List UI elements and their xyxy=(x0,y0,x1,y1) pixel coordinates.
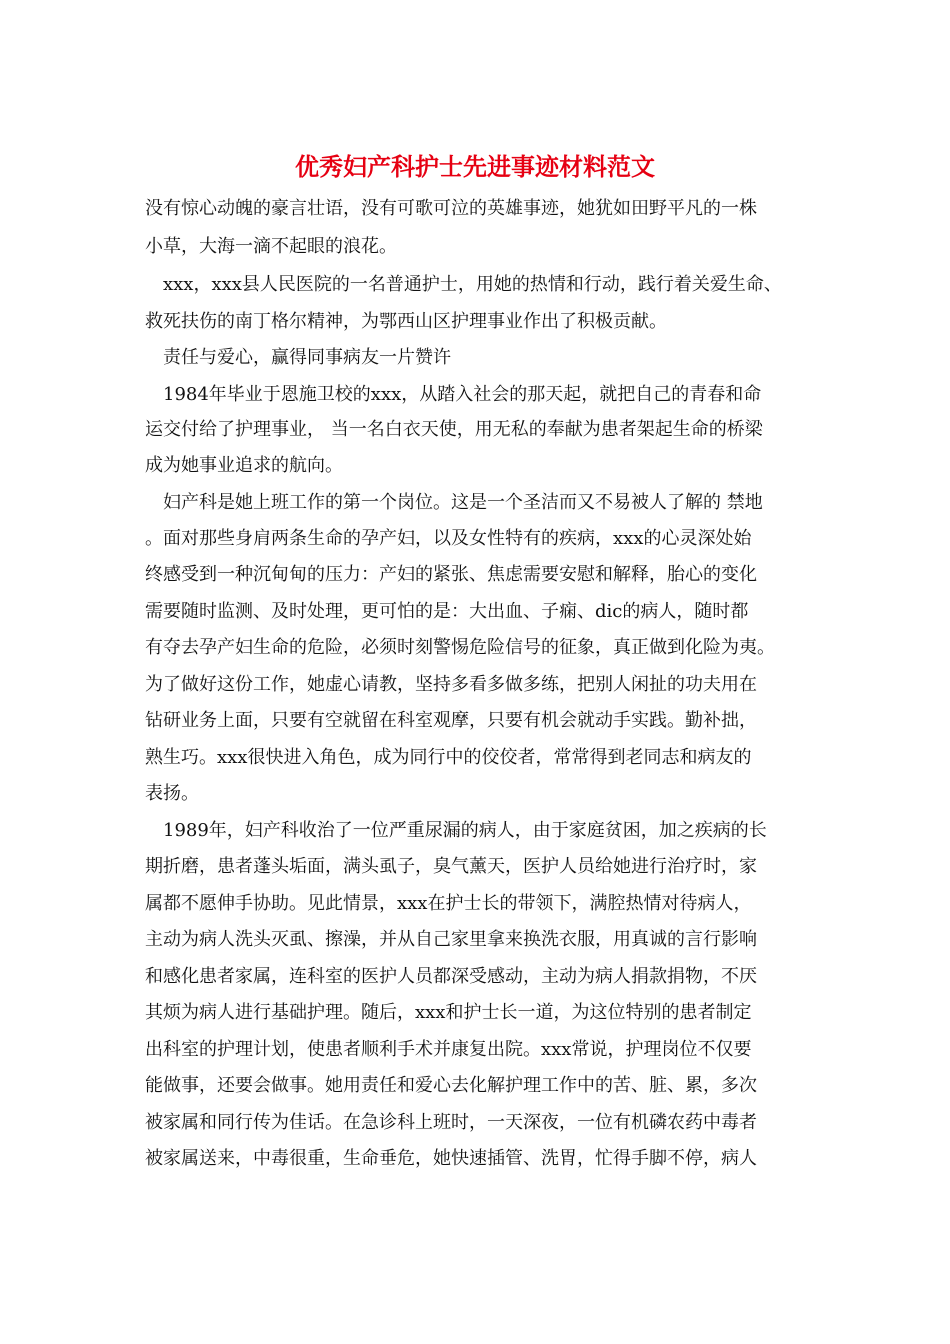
text-line: 有夺去孕产妇生命的危险，必须时刻警惕危险信号的征象，真正做到化险为夷。 xyxy=(145,637,775,658)
text-line: 1984年毕业于恩施卫校的xxx，从踏入社会的那天起，就把自己的青春和命 xyxy=(163,384,762,405)
text-line: 救死扶伤的南丁格尔精神，为鄂西山区护理事业作出了积极贡献。 xyxy=(145,311,667,332)
text-line: 能做事，还要会做事。她用责任和爱心去化解护理工作中的苦、脏、累，多次 xyxy=(145,1075,757,1096)
text-line: 小草，大海一滴不起眼的浪花。 xyxy=(145,236,397,257)
text-line: 属都不愿伸手协助。见此情景，xxx在护士长的带领下，满腔热情对待病人， xyxy=(145,893,752,914)
text-line: 被家属和同行传为佳话。在急诊科上班时，一天深夜，一位有机磷农药中毒者 xyxy=(145,1112,757,1133)
text-line: 终感受到一种沉甸甸的压力：产妇的紧张、焦虑需要安慰和解释，胎心的变化 xyxy=(145,564,757,585)
text-line: 熟生巧。xxx很快进入角色，成为同行中的佼佼者，常常得到老同志和病友的 xyxy=(145,747,752,768)
text-line: xxx，xxx县人民医院的一名普通护士，用她的热情和行动，践行着关爱生命、 xyxy=(163,274,782,295)
text-line: 。面对那些身肩两条生命的孕产妇，以及女性特有的疾病，xxx的心灵深处始 xyxy=(145,528,752,549)
text-line: 妇产科是她上班工作的第一个岗位。这是一个圣洁而又不易被人了解的 禁地 xyxy=(163,492,763,513)
text-line: 成为她事业追求的航向。 xyxy=(145,455,343,476)
text-line: 1989年，妇产科收治了一位严重尿漏的病人，由于家庭贫困，加之疾病的长 xyxy=(163,820,767,841)
text-line: 出科室的护理计划，使患者顺利手术并康复出院。xxx常说，护理岗位不仅要 xyxy=(145,1039,752,1060)
text-line: 其烦为病人进行基础护理。随后，xxx和护士长一道，为这位特别的患者制定 xyxy=(145,1002,752,1023)
text-line: 钻研业务上面，只要有空就留在科室观摩，只要有机会就动手实践。勤补拙， xyxy=(145,710,757,731)
section-heading: 责任与爱心，赢得同事病友一片赞许 xyxy=(163,347,451,368)
document-title: 优秀妇产科护士先进事迹材料范文 xyxy=(295,153,655,181)
text-line: 主动为病人洗头灭虱、擦澡，并从自己家里拿来换洗衣服，用真诚的言行影响 xyxy=(145,929,757,950)
text-line: 没有惊心动魄的豪言壮语，没有可歌可泣的英雄事迹，她犹如田野平凡的一株 xyxy=(145,198,757,219)
text-line: 表扬。 xyxy=(145,783,199,804)
text-line: 需要随时监测、及时处理，更可怕的是：大出血、子痫、dic的病人，随时都 xyxy=(145,601,749,622)
text-line: 期折磨，患者蓬头垢面，满头虱子，臭气薰天，医护人员给她进行治疗时，家 xyxy=(145,856,757,877)
text-line: 运交付给了护理事业， 当一名白衣天使，用无私的奉献为患者架起生命的桥梁 xyxy=(145,419,763,440)
text-line: 和感化患者家属，连科室的医护人员都深受感动，主动为病人捐款捐物，不厌 xyxy=(145,966,757,987)
text-line: 为了做好这份工作，她虚心请教，坚持多看多做多练，把别人闲扯的功夫用在 xyxy=(145,674,757,695)
text-line: 被家属送来，中毒很重，生命垂危，她快速插管、洗胃，忙得手脚不停，病人 xyxy=(145,1148,757,1169)
